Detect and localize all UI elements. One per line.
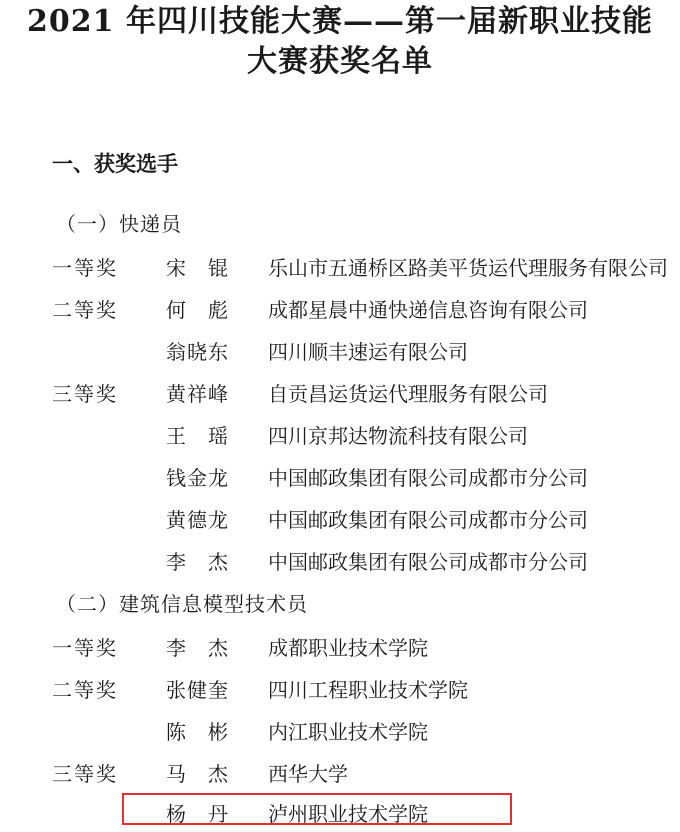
award-row — [0, 504, 680, 538]
winner-organization: 内江职业技术学院 — [268, 720, 428, 744]
winner-name: 杨 丹 — [166, 802, 229, 826]
winner-name: 翁晓东 — [166, 340, 229, 364]
document-title-line1: 2021 年四川技能大赛——第一届新职业技能 — [27, 4, 653, 39]
award-row — [0, 674, 680, 708]
award-row — [0, 294, 680, 328]
prize-level: 二等奖 — [52, 678, 118, 702]
winner-name: 何 彪 — [166, 298, 229, 322]
winner-organization: 西华大学 — [268, 762, 348, 786]
winner-name: 张健奎 — [166, 678, 229, 702]
winner-name: 宋 锟 — [166, 256, 229, 280]
winner-name: 李 杰 — [166, 636, 229, 660]
winner-name: 黄德龙 — [166, 508, 229, 532]
winner-organization: 自贡昌运货运代理服务有限公司 — [268, 382, 548, 406]
winner-organization: 乐山市五通桥区路美平货运代理服务有限公司 — [268, 256, 668, 280]
prize-level: 二等奖 — [52, 298, 118, 322]
category-heading-bim: （二）建筑信息模型技术员 — [56, 592, 308, 616]
award-row — [0, 758, 680, 792]
winner-organization: 中国邮政集团有限公司成都市分公司 — [268, 466, 588, 490]
award-row — [0, 378, 680, 412]
award-row — [0, 420, 680, 454]
prize-level: 三等奖 — [52, 382, 118, 406]
winner-name: 黄祥峰 — [166, 382, 229, 406]
award-row — [0, 252, 680, 286]
section-heading: 一、获奖选手 — [52, 151, 178, 176]
award-row — [0, 336, 680, 370]
prize-level: 一等奖 — [52, 256, 118, 280]
award-row — [0, 716, 680, 750]
award-row — [0, 462, 680, 496]
document-title-line2: 大赛获奖名单 — [247, 44, 433, 79]
winner-name: 李 杰 — [166, 550, 229, 574]
winner-organization: 成都职业技术学院 — [268, 636, 428, 660]
award-row — [0, 546, 680, 580]
winner-organization: 中国邮政集团有限公司成都市分公司 — [268, 550, 588, 574]
winner-name: 马 杰 — [166, 762, 229, 786]
winner-organization: 泸州职业技术学院 — [268, 802, 428, 826]
winner-name: 钱金龙 — [166, 466, 229, 490]
winner-name: 王 瑶 — [166, 424, 229, 448]
award-row — [0, 632, 680, 666]
highlight-box — [122, 793, 512, 825]
winner-organization: 四川顺丰速运有限公司 — [268, 340, 468, 364]
prize-level: 三等奖 — [52, 762, 118, 786]
category-heading-courier: （一）快递员 — [56, 212, 182, 236]
winner-organization: 四川京邦达物流科技有限公司 — [268, 424, 528, 448]
prize-level: 一等奖 — [52, 636, 118, 660]
winner-organization: 中国邮政集团有限公司成都市分公司 — [268, 508, 588, 532]
winner-organization: 成都星晨中通快递信息咨询有限公司 — [268, 298, 588, 322]
winner-name: 陈 彬 — [166, 720, 229, 744]
winner-organization: 四川工程职业技术学院 — [268, 678, 468, 702]
